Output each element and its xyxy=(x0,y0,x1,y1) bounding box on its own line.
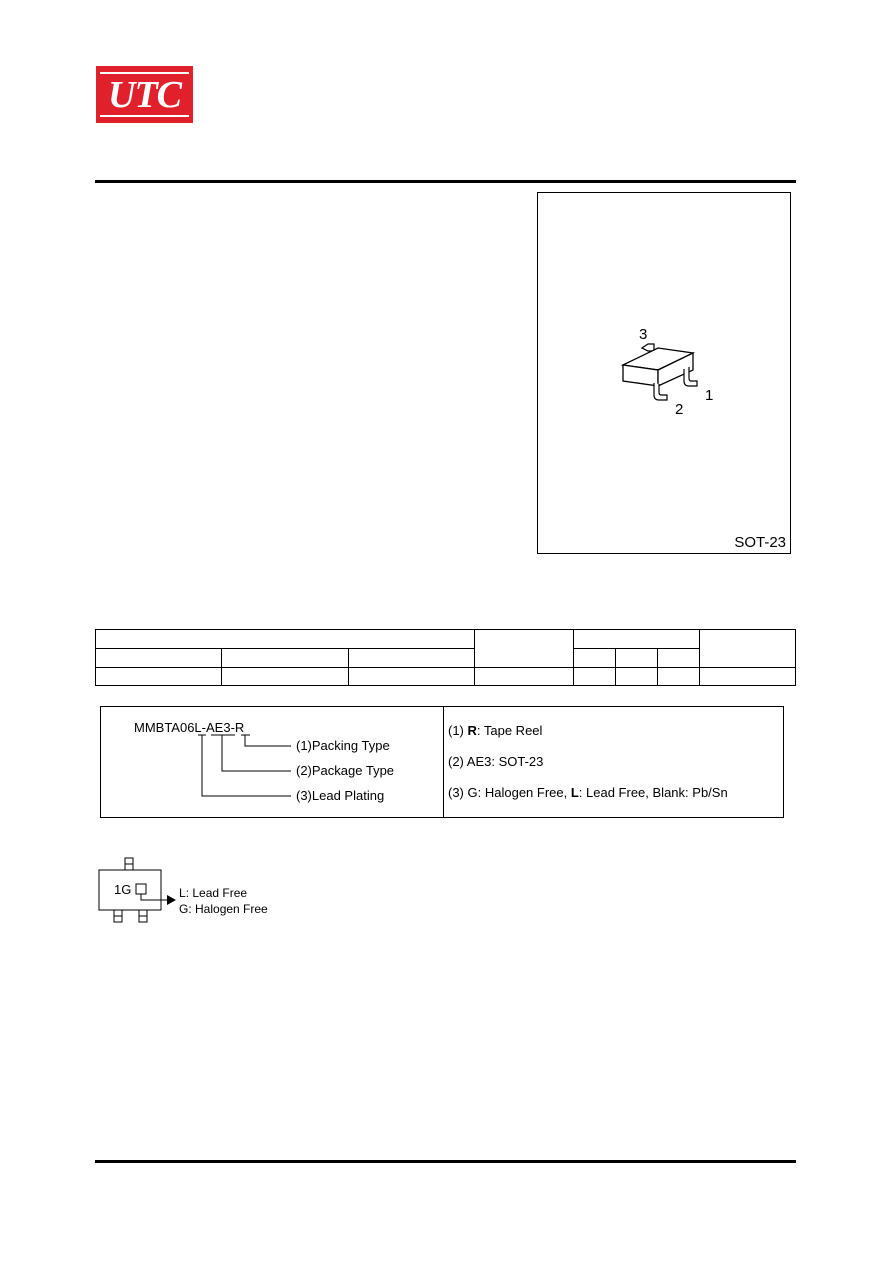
code-key: R xyxy=(467,723,477,738)
table-subheader-cell xyxy=(574,649,616,667)
pin-1-label: 1 xyxy=(705,387,714,404)
table-header-cell xyxy=(574,630,700,649)
table-cell xyxy=(658,667,700,685)
code-desc: : SOT-23 xyxy=(491,754,544,769)
table-subheader-cell xyxy=(658,649,700,667)
code-desc: : Pb/Sn xyxy=(685,785,728,800)
marking-desc: : Halogen Free xyxy=(188,902,268,916)
code-desc: : Tape Reel xyxy=(476,723,543,738)
table-cell xyxy=(574,667,616,685)
company-logo xyxy=(96,66,193,123)
code-prefix: (1) xyxy=(448,723,468,738)
code-key: Blank xyxy=(652,785,686,800)
code-prefix: (3) xyxy=(448,785,468,800)
code-key: L xyxy=(570,785,579,800)
ordering-table xyxy=(95,629,796,686)
marking-legend-lead-free xyxy=(179,886,247,900)
part-number-leader-lines xyxy=(101,707,443,817)
pin-2-label: 2 xyxy=(675,401,684,418)
logo-text: UTC xyxy=(108,74,181,116)
pin-3-label: 3 xyxy=(639,326,648,343)
table-cell xyxy=(221,667,348,685)
code-desc: : Lead Free, xyxy=(578,785,653,800)
part-number-box xyxy=(100,706,784,818)
table-cell xyxy=(348,667,475,685)
table-header-cell xyxy=(700,630,796,668)
legend-packing-type: (1)Packing Type xyxy=(296,738,390,753)
table-cell xyxy=(96,667,222,685)
table-subheader-cell xyxy=(221,649,348,667)
code-plating xyxy=(448,785,728,800)
table-cell xyxy=(700,667,796,685)
table-header-cell xyxy=(96,630,475,649)
marking-key: G xyxy=(179,902,189,916)
marking-code: 1G xyxy=(114,882,132,897)
sot23-package-drawing xyxy=(538,193,790,553)
marking-desc: : Lead Free xyxy=(185,886,248,900)
table-cell xyxy=(475,667,574,685)
header-rule xyxy=(95,180,796,183)
code-desc: : Halogen Free, xyxy=(477,785,571,800)
code-key: G xyxy=(467,785,478,800)
marking-legend-halogen-free xyxy=(179,902,268,916)
code-key: AE3 xyxy=(466,754,492,769)
box-divider xyxy=(443,707,444,817)
part-number: MMBTA06L-AE3-R xyxy=(134,720,245,735)
marking-diagram xyxy=(95,852,185,926)
code-packing xyxy=(448,723,542,738)
code-prefix: (2) xyxy=(448,754,467,769)
logo-frame xyxy=(100,72,189,117)
legend-package-type: (2)Package Type xyxy=(296,763,395,778)
code-package xyxy=(448,754,543,769)
table-cell xyxy=(616,667,658,685)
table-subheader-cell xyxy=(96,649,222,667)
package-name: SOT-23 xyxy=(734,534,786,551)
table-subheader-cell xyxy=(348,649,475,667)
package-box xyxy=(537,192,791,554)
table-header-cell xyxy=(475,630,574,668)
marking-key: L xyxy=(179,886,186,900)
table-subheader-cell xyxy=(616,649,658,667)
footer-rule xyxy=(95,1160,796,1163)
legend-lead-plating: (3)Lead Plating xyxy=(296,788,385,803)
